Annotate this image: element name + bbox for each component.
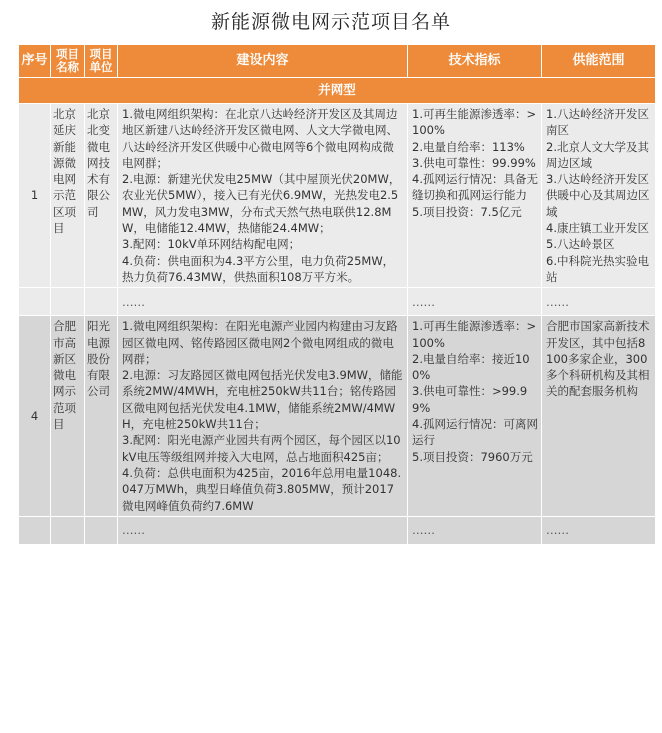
content-line: 4.负荷：供电面积为4.3平方公里，电力负荷25MW，热力负荷76.43MW，供热面积108万平方米。	[122, 253, 395, 284]
table-row	[19, 316, 656, 517]
header-unit: 项目单位	[85, 45, 118, 78]
ellipsis-cell: ……	[118, 288, 408, 316]
scope-line: 2.北京人文大学及其周边区域	[546, 139, 649, 170]
indicator-line: 5.项目投资：7.5亿元	[412, 204, 522, 219]
project-indicator	[408, 316, 542, 517]
ellipsis-cell: ……	[542, 516, 656, 544]
ellipsis-cell: ……	[542, 288, 656, 316]
project-scope	[542, 104, 656, 288]
indicator-line: 4.孤网运行情况：具备无缝切换和孤网运行能力	[412, 172, 538, 203]
indicator-line: 2.电量自给率：接近100%	[412, 351, 530, 383]
project-name: 合肥市高新区微电网示范项目	[51, 316, 85, 517]
content-line: 2.电源：习友路园区微电网包括光伏发电3.9MW，储能系统2MW/4MWH，充电桩250kW共11台；铭传路园区微电网包括光伏发电4.1MW，储能系统2MW/4MWH，充电桩250kW共11台；	[122, 368, 403, 432]
project-indicator	[408, 104, 542, 288]
section-title: 并网型	[19, 78, 656, 104]
header-indicator: 技术指标	[408, 45, 542, 78]
scope-line: 3.八达岭经济开发区供暖中心及其周边区域	[546, 172, 650, 219]
project-content	[118, 316, 408, 517]
header-row	[19, 45, 656, 78]
indicator-line: 4.孤网运行情况：可离网运行	[412, 417, 538, 448]
project-content	[118, 104, 408, 288]
scope-line: 5.八达岭景区	[546, 237, 615, 252]
table-row	[19, 104, 656, 288]
content-line: 3.配网：阳光电源产业园共有两个园区，每个园区以10kV电压等级组网并接入大电网，总占地面积425亩；	[122, 433, 401, 464]
project-table	[18, 44, 656, 545]
scope-line: 4.康庄镇工业开发区	[546, 221, 649, 236]
header-name: 项目名称	[51, 45, 85, 78]
project-name: 北京延庆新能源微电网示范区项目	[51, 104, 85, 288]
indicator-line: 1.可再生能源渗透率：>100%	[412, 107, 537, 138]
project-number: 4	[19, 316, 51, 517]
indicator-line: 1.可再生能源渗透率：>100%	[412, 319, 537, 350]
header-no: 序号	[19, 45, 51, 78]
indicator-line: 3.供电可靠性：99.99%	[412, 155, 536, 170]
project-unit: 阳光电源股份有限公司	[85, 316, 118, 517]
project-number: 1	[19, 104, 51, 288]
ellipsis-cell: ……	[118, 516, 408, 544]
ellipsis-cell: ……	[408, 288, 542, 316]
scope-line: 6.中科院光热实验电站	[546, 253, 649, 284]
indicator-line: 3.供电可靠性：>99.99%	[412, 384, 528, 415]
ellipsis-row	[19, 288, 656, 316]
indicator-line: 5.项目投资：7960万元	[412, 449, 533, 464]
project-unit: 北京北变微电网技术有限公司	[85, 104, 118, 288]
content-line: 4.负荷：总供电面积为425亩，2016年总用电量1048.047万MWh，典型日峰值负荷3.805MW，预计2017微电网峰值负荷约7.6MW	[122, 465, 402, 513]
content-line: 1.微电网组织架构：在阳光电源产业园内构建由习友路园区微电网、铭传路园区微电网2个微电网组成的微电网群；	[122, 319, 398, 366]
section-row	[19, 78, 656, 104]
scope-line: 合肥市国家高新技术开发区，其中包括8100多家企业，300多个科研机构及其相关的配套服务机构	[546, 319, 650, 399]
header-content: 建设内容	[118, 45, 408, 78]
ellipsis-cell: ……	[408, 516, 542, 544]
indicator-line: 2.电量自给率：113%	[412, 139, 525, 154]
content-line: 3.配网：10kV单环网结构配电网；	[122, 237, 301, 252]
content-line: 2.电源：新建光伏发电25MW（其中屋顶光伏20MW，农业光伏5MW），接入已有光伏6.9MW，光热发电2.5MW，风力发电3MW，分布式天然气热电联供12.8MW，电储能12.4MW，热储能24.4MW；	[122, 172, 401, 236]
scope-line: 1.八达岭经济开发区南区	[546, 107, 649, 138]
project-scope	[542, 316, 656, 517]
header-scope: 供能范围	[542, 45, 656, 78]
ellipsis-row	[19, 516, 656, 544]
page-title: 新能源微电网示范项目名单	[210, 11, 451, 33]
content-line: 1.微电网组织架构：在北京八达岭经济开发区及其周边地区新建八达岭经济开发区微电网、人文大学微电网、八达岭经济开发区供暖中心微电网等6个微电网构成微电网群；	[122, 107, 398, 170]
